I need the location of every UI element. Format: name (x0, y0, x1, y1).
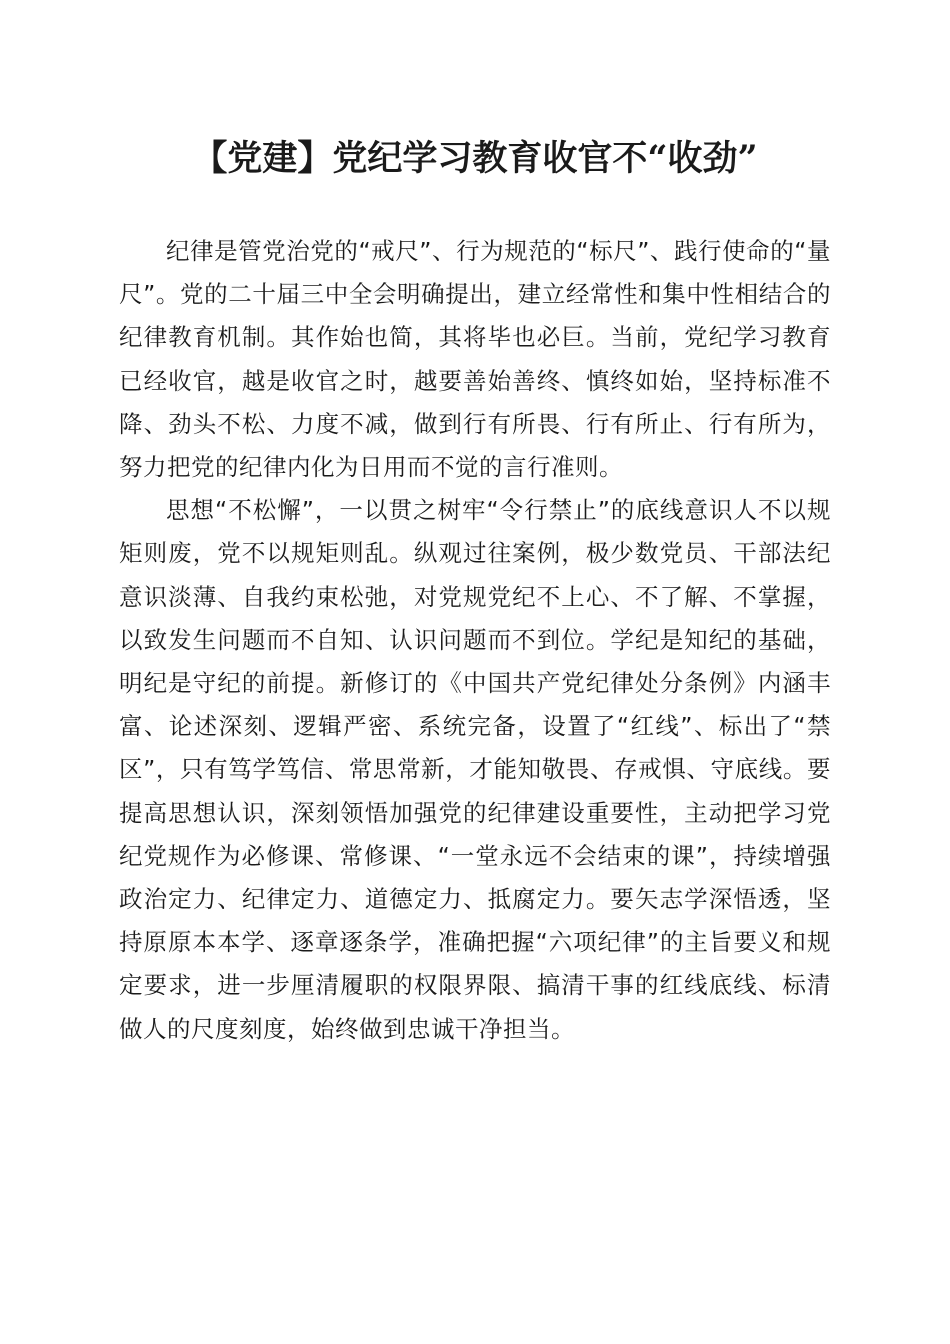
document-body (119, 230, 831, 1051)
document-title: 【党建】党纪学习教育收官不“收劲” (192, 138, 758, 179)
paragraph-1: 纪律是管党治党的“戒尺”、行为规范的“标尺”、践行使命的“量尺”。党的二十届三中全会明确提出，建立经常性和集中性相结合的纪律教育机制。其作始也简，其将毕也必巨。当前，党纪学习教育已经收官，越是收官之时，越要善始善终、慎终如始，坚持标准不降、劲头不松、力度不减，做到行有所畏、行有所止、行有所为，努力把党的纪律内化为日用而不觉的言行准则。 (119, 237, 831, 482)
paragraph-2: 思想“不松懈”，一以贯之树牢“令行禁止”的底线意识人不以规矩则废，党不以规矩则乱。纵观过往案例，极少数党员、干部法纪意识淡薄、自我约束松弛，对党规党纪不上心、不了解、不掌握，以致发生问题而不自知、认识问题而不到位。学纪是知纪的基础，明纪是守纪的前提。新修订的《中国共产党纪律处分条例》内涵丰富、论述深刻、逻辑严密、系统完备，设置了“红线”、标出了“禁区”，只有笃学笃信、常思常新，才能知敬畏、存戒惧、守底线。要提高思想认识，深刻领悟加强党的纪律建设重要性，主动把学习党纪党规作为必修课、常修课、“一堂永远不会结束的课”，持续增强政治定力、纪律定力、道德定力、抵腐定力。要矢志学深悟透，坚持原原本本学、逐章逐条学，准确把握“六项纪律”的主旨要义和规定要求，进一步厘清履职的权限界限、搞清干事的红线底线、标清做人的尺度刻度，始终做到忠诚干净担当。 (119, 496, 831, 1043)
